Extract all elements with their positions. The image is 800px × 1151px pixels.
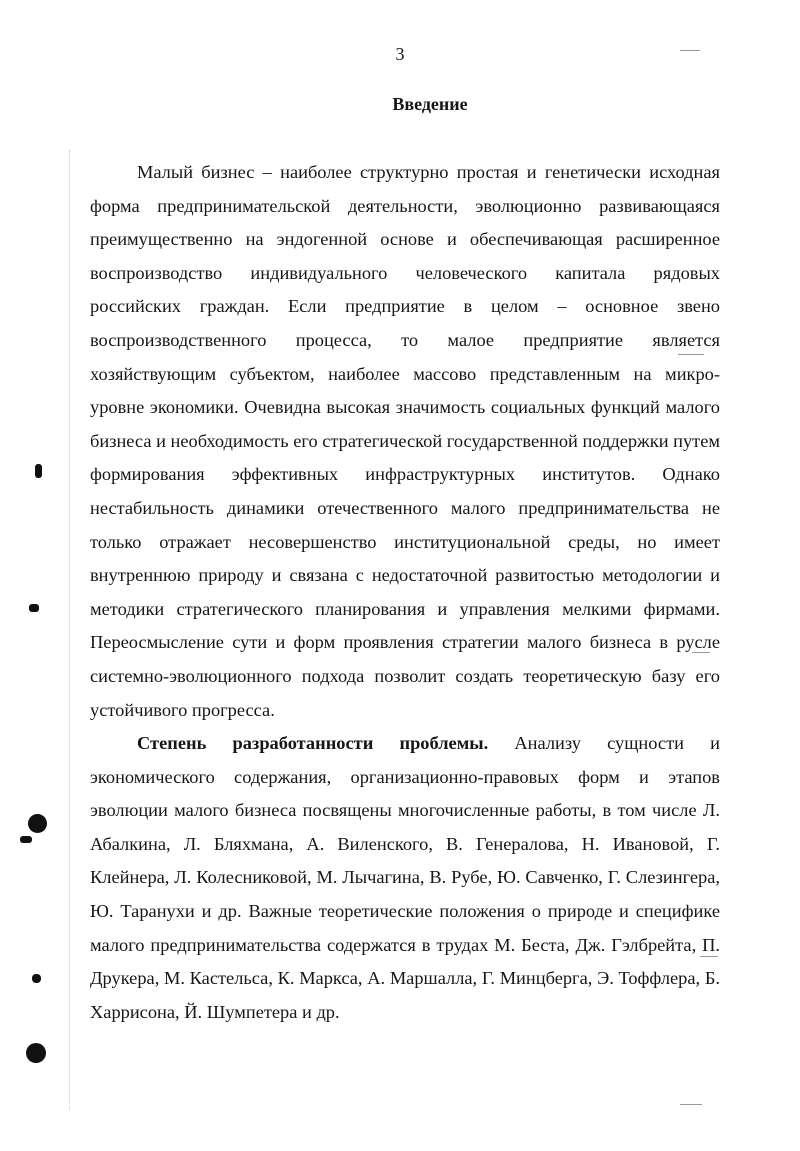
scan-speck-3 <box>20 836 32 843</box>
scan-dash-2 <box>678 354 704 355</box>
scan-dash-3 <box>692 652 710 653</box>
scan-edge-line <box>69 150 71 1110</box>
paragraph-intro <box>90 156 720 727</box>
section-title: Введение <box>392 94 468 114</box>
scan-dash-1 <box>680 50 700 51</box>
paragraph-research-degree-text: Анализу сущности и экономического содержания, организационно-правовых форм и этапов эволюции малого бизнеса посвящены многочисленные работы, в том числе Л. Абалкина, Л. Бляхмана, А. Виленского, В. Генералова, Н. Ивановой, Г. Клейнера, Л. Колесниковой, М. Лычагина, В. Рубе, Ю. Савченко, Г. Слезингера, Ю. Таранухи и др. Важные теоретические положения о природе и специфике малого предпринимательства содержатся в трудах М. Беста, Дж. Гэлбрейта, П. Друкера, М. Кастельса, К. Маркса, А. Маршалла, Г. Минцберга, Э. Тоффлера, Б. Харрисона, Й. Шумпетера и др. <box>90 733 720 1022</box>
scan-dash-4 <box>700 956 718 957</box>
body-text <box>90 156 720 1029</box>
page-number: 3 <box>395 44 405 64</box>
paragraph-intro-text: Малый бизнес – наиболее структурно простая и генетически исходная форма предпринимательской деятельности, эволюционно развивающаяся преимущественно на эндогенной основе и обеспечивающая расширенное воспроизводство индивидуального человеческого капитала рядовых российских граждан. Если предприятие в целом – основное звено воспроизводственного процесса, то малое предприятие является хозяйствующим субъектом, наиболее массово представленным на микро-уровне экономики. Очевидна высокая значимость социальных функций малого бизнеса и необходимость его стратегической государственной поддержки путем формирования эффективных инфраструктурных институтов. Однако нестабильность динамики отечественного малого предпринимательства не только отражает несовершенство институциональной среды, но имеет внутреннюю природу и связана с недостаточной развитостью методологии и методики стратегического планирования и управления мелкими фирмами. Переосмысление сути и форм проявления стратегии малого бизнеса в русле системно-эволюционного подхода позволит создать теоретическую базу его устойчивого прогресса. <box>90 162 721 720</box>
scan-speck-4 <box>32 974 41 983</box>
scan-hole-1 <box>28 814 47 833</box>
scan-hole-2 <box>26 1043 46 1063</box>
scan-speck-2 <box>29 604 39 612</box>
scan-dash-5 <box>680 1104 702 1105</box>
paragraph-research-degree <box>90 727 720 1029</box>
paragraph-lead-heading: Степень разработанности проблемы. <box>137 733 489 754</box>
scan-speck-1 <box>35 464 42 478</box>
